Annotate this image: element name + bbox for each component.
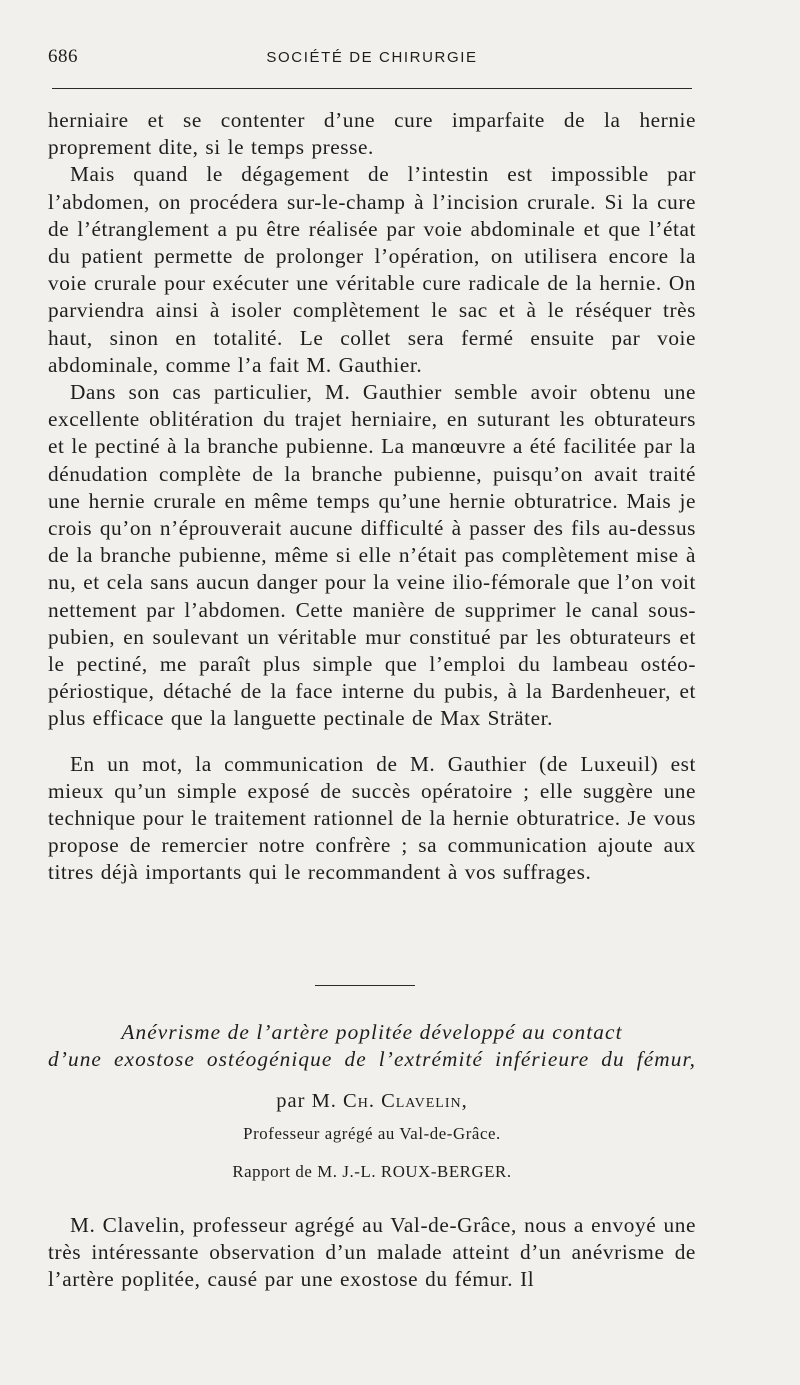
running-head: SOCIÉTÉ DE CHIRURGIE (266, 49, 478, 66)
paragraph: En un mot, la communication de M. Gauthier (de Luxeuil) est mieux qu’un simple exposé de succès opératoire ; elle suggère une technique pour le traitement rationnel de la hernie obturatrice. Je vous propose de remercier notre confrère ; sa communication ajoute aux titres déjà importants qui le recommandent à vos suffrages. (48, 751, 696, 885)
page-number: 686 (48, 46, 78, 67)
author-name: Ch. Clavelin, (343, 1090, 468, 1112)
article-title-line: Anévrisme de l’artère poplitée développé au contact (121, 1020, 623, 1044)
paragraph-continued: herniaire et se contenter d’une cure imparfaite de la hernie proprement dite, si le temps presse. (48, 108, 696, 160)
section-divider (315, 985, 415, 986)
article-title-line: d’une exostose ostéogénique de l’extrémité inférieure du fémur, (48, 1047, 696, 1071)
report-line: Rapport de M. J.-L. ROUX-BERGER. (232, 1162, 512, 1181)
header-rule (52, 88, 692, 89)
paragraph: Mais quand le dégagement de l’intestin est impossible par l’abdomen, on procédera sur-le-champ à l’incision crurale. Si la cure de l’étranglement a pu être réalisée par voie abdominale et que l’état du patient permette de prolonger l’opération, on utilisera encore la voie crurale pour exécuter une véritable cure radicale de la hernie. On parviendra ainsi à isoler complètement le sac et à le réséquer très haut, sinon en totalité. Le collet sera fermé ensuite par voie abdominale, comme l’a fait M. Gauthier. (48, 162, 696, 377)
author-affiliation: Professeur agrégé au Val-de-Grâce. (243, 1124, 501, 1143)
paragraph: M. Clavelin, professeur agrégé au Val-de-Grâce, nous a envoyé une très intéressante observation d’un malade atteint d’un anévrisme de l’artère poplitée, causé par une exostose du fémur. Il (48, 1213, 696, 1292)
main-text (48, 107, 696, 887)
article-title (48, 1019, 696, 1073)
author-prefix: par M. (276, 1090, 344, 1112)
author-line (48, 1090, 696, 1113)
paragraph: Dans son cas particulier, M. Gauthier semble avoir obtenu une excellente oblitération du trajet herniaire, en suturant les obturateurs et le pectiné à la branche pubienne. La manœuvre a été facilitée par la dénudation complète de la branche pubienne, puisqu’on avait traité une hernie crurale en même temps qu’une hernie obturatrice. Mais je crois qu’on n’éprouverait aucune difficulté à passer des fils au-dessus de la branche pubienne, même si elle n’était pas complètement mise à nu, et cela sans aucun danger pour la veine ilio-fémorale que l’on voit nettement par l’abdomen. Cette manière de supprimer le canal sous-pubien, en soulevant un véritable mur constitué par les obturateurs et le pectiné, me paraît plus simple que l’emploi du lambeau ostéo-périostique, détaché de la face interne du pubis, à la Bardenheuer, et plus efficace que la languette pectinale de Max Sträter. (48, 380, 696, 731)
article-text (48, 1212, 696, 1294)
page-header (48, 46, 696, 70)
